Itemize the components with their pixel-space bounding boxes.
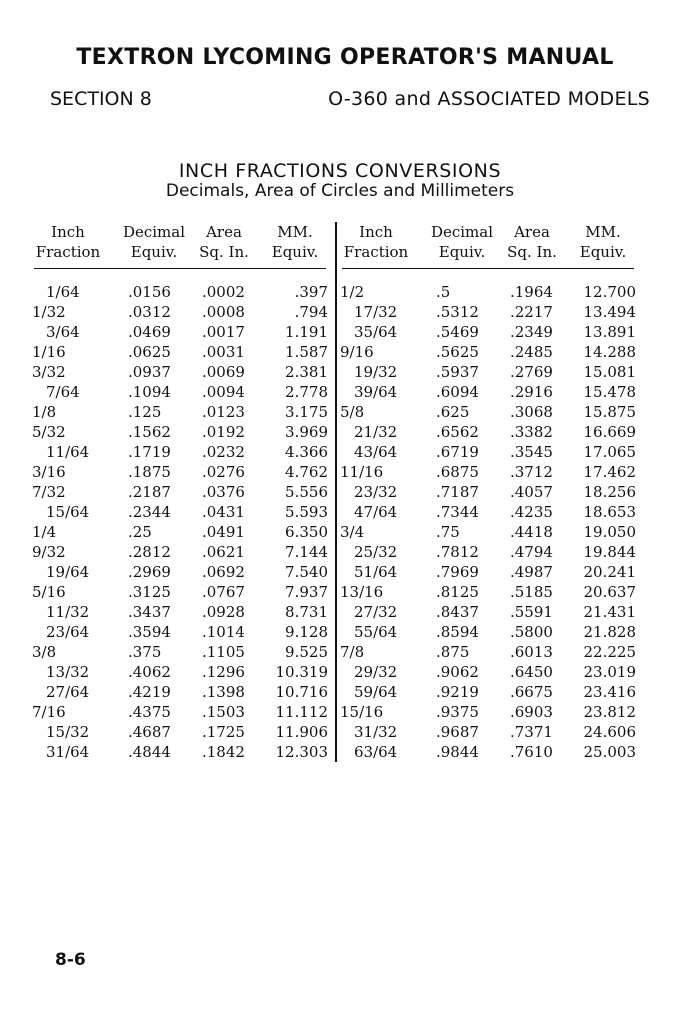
table-row [338, 402, 638, 422]
area-cell: .1014 [202, 623, 245, 641]
decimal-equiv-cell: .1719 [128, 443, 171, 461]
mm-equiv-cell: 7.144 [285, 543, 328, 561]
area-cell: .6450 [510, 663, 553, 681]
area-cell: .0692 [202, 563, 245, 581]
inch-fraction-cell: 3/16 [32, 463, 66, 481]
inch-fraction-cell: 5/16 [32, 583, 66, 601]
table-row [338, 322, 638, 342]
inch-fraction-cell: 15/64 [46, 503, 90, 521]
mm-equiv-cell: 13.891 [583, 323, 636, 341]
table-row [30, 702, 330, 722]
decimal-equiv-cell: .6719 [436, 443, 479, 461]
area-cell: .3712 [510, 463, 553, 481]
mm-equiv-cell: 19.050 [583, 523, 636, 541]
inch-fraction-cell: 3/4 [340, 523, 365, 541]
decimal-equiv-cell: .5312 [436, 303, 479, 321]
mm-equiv-cell: 22.225 [583, 643, 636, 661]
table-row [338, 582, 638, 602]
table-row [338, 622, 638, 642]
inch-fraction-cell: 29/32 [354, 663, 398, 681]
mm-equiv-cell: 23.416 [583, 683, 636, 701]
area-cell: .0017 [202, 323, 245, 341]
inch-fraction-cell: 9/16 [340, 343, 374, 361]
table-row [30, 442, 330, 462]
decimal-equiv-cell: .0937 [128, 363, 171, 381]
mm-equiv-cell: 11.112 [275, 703, 328, 721]
table-row [30, 582, 330, 602]
area-cell: .7610 [510, 743, 553, 761]
area-cell: .0031 [202, 343, 245, 361]
decimal-equiv-cell: .6875 [436, 463, 479, 481]
decimal-equiv-cell: .5 [436, 283, 451, 301]
decimal-equiv-cell: .7344 [436, 503, 479, 521]
table-title: INCH FRACTIONS CONVERSIONS [178, 160, 502, 182]
table-row [338, 482, 638, 502]
area-cell: .6675 [510, 683, 553, 701]
area-cell: .5185 [510, 583, 553, 601]
decimal-equiv-cell: .1875 [128, 463, 171, 481]
inch-fraction-cell: 11/32 [46, 603, 90, 621]
area-cell: .0232 [202, 443, 245, 461]
inch-fraction-cell: 19/64 [46, 563, 90, 581]
inch-fraction-cell: 17/32 [354, 303, 398, 321]
table-row [338, 282, 638, 302]
mm-equiv-cell: 16.669 [583, 423, 636, 441]
table-row [30, 382, 330, 402]
mm-equiv-cell: 19.844 [583, 543, 636, 561]
inch-fraction-cell: 13/16 [340, 583, 384, 601]
header-rule [34, 268, 326, 269]
header-area-sq-in: Area Sq. In. [507, 223, 557, 261]
table-row [30, 402, 330, 422]
inch-fraction-cell: 23/32 [354, 483, 398, 501]
mm-equiv-cell: 12.700 [583, 283, 636, 301]
table-row [338, 342, 638, 362]
area-cell: .0431 [202, 503, 245, 521]
area-cell: .4235 [510, 503, 553, 521]
area-cell: .4418 [510, 523, 553, 541]
area-cell: .0123 [202, 403, 245, 421]
area-cell: .1398 [202, 683, 245, 701]
area-cell: .0002 [202, 283, 245, 301]
area-cell: .0621 [202, 543, 245, 561]
decimal-equiv-cell: .7969 [436, 563, 479, 581]
table-row [338, 462, 638, 482]
header-rule [342, 268, 634, 269]
area-cell: .0928 [202, 603, 245, 621]
decimal-equiv-cell: .6094 [436, 383, 479, 401]
mm-equiv-cell: 20.637 [583, 583, 636, 601]
table-row [30, 662, 330, 682]
area-cell: .4794 [510, 543, 553, 561]
mm-equiv-cell: 21.828 [583, 623, 636, 641]
table-row [30, 722, 330, 742]
decimal-equiv-cell: .0156 [128, 283, 171, 301]
decimal-equiv-cell: .9375 [436, 703, 479, 721]
decimal-equiv-cell: .3437 [128, 603, 171, 621]
decimal-equiv-cell: .4687 [128, 723, 171, 741]
mm-equiv-cell: .794 [294, 303, 328, 321]
mm-equiv-cell: 9.128 [285, 623, 328, 641]
area-cell: .3545 [510, 443, 553, 461]
decimal-equiv-cell: .4219 [128, 683, 171, 701]
decimal-equiv-cell: .2969 [128, 563, 171, 581]
inch-fraction-cell: 1/4 [32, 523, 57, 541]
table-row [338, 422, 638, 442]
mm-equiv-cell: 4.366 [285, 443, 328, 461]
column-headers [338, 222, 638, 266]
area-cell: .5800 [510, 623, 553, 641]
header-inch-fraction: Inch Fraction [35, 223, 101, 261]
mm-equiv-cell: 11.906 [275, 723, 328, 741]
models-label: O-360 and ASSOCIATED MODELS [328, 88, 650, 110]
decimal-equiv-cell: .5625 [436, 343, 479, 361]
section-label: SECTION 8 [50, 88, 152, 110]
mm-equiv-cell: 3.175 [285, 403, 328, 421]
decimal-equiv-cell: .0625 [128, 343, 171, 361]
decimal-equiv-cell: .6562 [436, 423, 479, 441]
area-cell: .1964 [510, 283, 553, 301]
table-row [338, 642, 638, 662]
column-headers [30, 222, 330, 266]
table-row [30, 602, 330, 622]
table-row [30, 742, 330, 762]
inch-fraction-cell: 9/32 [32, 543, 66, 561]
header-mm-equiv: MM. Equiv. [579, 223, 627, 261]
area-cell: .1842 [202, 743, 245, 761]
area-cell: .0276 [202, 463, 245, 481]
mm-equiv-cell: 7.937 [285, 583, 328, 601]
area-cell: .6903 [510, 703, 553, 721]
inch-fraction-cell: 35/64 [354, 323, 398, 341]
mm-equiv-cell: 23.019 [583, 663, 636, 681]
decimal-equiv-cell: .375 [128, 643, 162, 661]
mm-equiv-cell: 7.540 [285, 563, 328, 581]
table-row [30, 282, 330, 302]
area-cell: .0491 [202, 523, 245, 541]
inch-fraction-cell: 31/64 [46, 743, 90, 761]
inch-fraction-cell: 3/32 [32, 363, 66, 381]
decimal-equiv-cell: .5937 [436, 363, 479, 381]
inch-fraction-cell: 51/64 [354, 563, 398, 581]
header-area-sq-in: Area Sq. In. [199, 223, 249, 261]
mm-equiv-cell: .397 [294, 283, 328, 301]
table-row [338, 362, 638, 382]
inch-fraction-cell: 21/32 [354, 423, 398, 441]
area-cell: .5591 [510, 603, 553, 621]
table-row [30, 322, 330, 342]
decimal-equiv-cell: .7812 [436, 543, 479, 561]
table-row [30, 622, 330, 642]
decimal-equiv-cell: .4062 [128, 663, 171, 681]
mm-equiv-cell: 25.003 [583, 743, 636, 761]
table-row [30, 362, 330, 382]
table-row [338, 442, 638, 462]
decimal-equiv-cell: .8125 [436, 583, 479, 601]
decimal-equiv-cell: .3125 [128, 583, 171, 601]
area-cell: .2769 [510, 363, 553, 381]
inch-fraction-cell: 59/64 [354, 683, 398, 701]
header-decimal-equiv: Decimal Equiv. [430, 223, 494, 261]
area-cell: .1725 [202, 723, 245, 741]
mm-equiv-cell: 3.969 [285, 423, 328, 441]
mm-equiv-cell: 23.812 [583, 703, 636, 721]
table-row [338, 602, 638, 622]
table-row [30, 342, 330, 362]
header-decimal-equiv: Decimal Equiv. [122, 223, 186, 261]
table-row [338, 562, 638, 582]
mm-equiv-cell: 2.381 [285, 363, 328, 381]
inch-fraction-cell: 47/64 [354, 503, 398, 521]
inch-fraction-cell: 3/64 [46, 323, 80, 341]
column-divider [335, 222, 337, 762]
mm-equiv-cell: 24.606 [583, 723, 636, 741]
decimal-equiv-cell: .4375 [128, 703, 171, 721]
area-cell: .0376 [202, 483, 245, 501]
mm-equiv-cell: 5.556 [285, 483, 328, 501]
area-cell: .0008 [202, 303, 245, 321]
decimal-equiv-cell: .5469 [436, 323, 479, 341]
area-cell: .1105 [202, 643, 245, 661]
decimal-equiv-cell: .9687 [436, 723, 479, 741]
inch-fraction-cell: 11/64 [46, 443, 90, 461]
table-row [30, 522, 330, 542]
decimal-equiv-cell: .625 [436, 403, 470, 421]
mm-equiv-cell: 10.716 [275, 683, 328, 701]
mm-equiv-cell: 13.494 [583, 303, 636, 321]
table-row [30, 682, 330, 702]
inch-fraction-cell: 55/64 [354, 623, 398, 641]
area-cell: .2217 [510, 303, 553, 321]
header-mm-equiv: MM. Equiv. [271, 223, 319, 261]
table-row [30, 642, 330, 662]
inch-fraction-cell: 13/32 [46, 663, 90, 681]
table-row [338, 662, 638, 682]
table-row [30, 542, 330, 562]
mm-equiv-cell: 9.525 [285, 643, 328, 661]
inch-fraction-cell: 1/8 [32, 403, 57, 421]
mm-equiv-cell: 15.478 [583, 383, 636, 401]
inch-fraction-cell: 27/64 [46, 683, 90, 701]
inch-fraction-cell: 7/64 [46, 383, 80, 401]
table-row [338, 702, 638, 722]
table-row [30, 482, 330, 502]
inch-fraction-cell: 11/16 [340, 463, 384, 481]
table-row [338, 302, 638, 322]
manual-title: TEXTRON LYCOMING OPERATOR'S MANUAL [76, 45, 614, 70]
table-row [30, 502, 330, 522]
decimal-equiv-cell: .8594 [436, 623, 479, 641]
decimal-equiv-cell: .2812 [128, 543, 171, 561]
table-row [338, 682, 638, 702]
inch-fraction-cell: 15/16 [340, 703, 384, 721]
inch-fraction-cell: 7/16 [32, 703, 66, 721]
area-cell: .2485 [510, 343, 553, 361]
decimal-equiv-cell: .7187 [436, 483, 479, 501]
table-row [338, 742, 638, 762]
decimal-equiv-cell: .8437 [436, 603, 479, 621]
mm-equiv-cell: 18.256 [583, 483, 636, 501]
inch-fraction-cell: 3/8 [32, 643, 57, 661]
header-inch-fraction: Inch Fraction [343, 223, 409, 261]
table-row [338, 522, 638, 542]
area-cell: .7371 [510, 723, 553, 741]
inch-fraction-cell: 23/64 [46, 623, 90, 641]
mm-equiv-cell: 17.462 [583, 463, 636, 481]
decimal-equiv-cell: .9219 [436, 683, 479, 701]
table-row [30, 302, 330, 322]
inch-fraction-cell: 7/32 [32, 483, 66, 501]
area-cell: .3382 [510, 423, 553, 441]
area-cell: .1503 [202, 703, 245, 721]
inch-fraction-cell: 7/8 [340, 643, 365, 661]
table-row [30, 462, 330, 482]
mm-equiv-cell: 1.587 [285, 343, 328, 361]
inch-fraction-cell: 63/64 [354, 743, 398, 761]
decimal-equiv-cell: .1094 [128, 383, 171, 401]
mm-equiv-cell: 8.731 [285, 603, 328, 621]
area-cell: .6013 [510, 643, 553, 661]
inch-fraction-cell: 15/32 [46, 723, 90, 741]
decimal-equiv-cell: .75 [436, 523, 460, 541]
area-cell: .2349 [510, 323, 553, 341]
table-row [338, 722, 638, 742]
mm-equiv-cell: 18.653 [583, 503, 636, 521]
decimal-equiv-cell: .3594 [128, 623, 171, 641]
area-cell: .4057 [510, 483, 553, 501]
table-row [338, 382, 638, 402]
inch-fraction-cell: 1/32 [32, 303, 66, 321]
mm-equiv-cell: 15.081 [583, 363, 636, 381]
decimal-equiv-cell: .875 [436, 643, 470, 661]
area-cell: .1296 [202, 663, 245, 681]
mm-equiv-cell: 6.350 [285, 523, 328, 541]
mm-equiv-cell: 10.319 [275, 663, 328, 681]
page-number: 8-6 [55, 950, 86, 970]
mm-equiv-cell: 1.191 [285, 323, 328, 341]
mm-equiv-cell: 20.241 [583, 563, 636, 581]
inch-fraction-cell: 5/32 [32, 423, 66, 441]
decimal-equiv-cell: .0312 [128, 303, 171, 321]
mm-equiv-cell: 15.875 [583, 403, 636, 421]
decimal-equiv-cell: .4844 [128, 743, 171, 761]
mm-equiv-cell: 4.762 [285, 463, 328, 481]
table-row [338, 502, 638, 522]
table-subtitle: Decimals, Area of Circles and Millimeters [165, 181, 515, 201]
mm-equiv-cell: 12.303 [275, 743, 328, 761]
inch-fraction-cell: 1/2 [340, 283, 365, 301]
area-cell: .2916 [510, 383, 553, 401]
inch-fraction-cell: 27/32 [354, 603, 398, 621]
decimal-equiv-cell: .9844 [436, 743, 479, 761]
inch-fraction-cell: 31/32 [354, 723, 398, 741]
conversion-table [30, 222, 640, 762]
decimal-equiv-cell: .25 [128, 523, 152, 541]
mm-equiv-cell: 2.778 [285, 383, 328, 401]
area-cell: .3068 [510, 403, 553, 421]
area-cell: .0094 [202, 383, 245, 401]
inch-fraction-cell: 43/64 [354, 443, 398, 461]
table-row [30, 422, 330, 442]
inch-fraction-cell: 1/64 [46, 283, 80, 301]
decimal-equiv-cell: .2344 [128, 503, 171, 521]
mm-equiv-cell: 5.593 [285, 503, 328, 521]
decimal-equiv-cell: .9062 [436, 663, 479, 681]
inch-fraction-cell: 5/8 [340, 403, 365, 421]
inch-fraction-cell: 25/32 [354, 543, 398, 561]
area-cell: .0069 [202, 363, 245, 381]
area-cell: .0192 [202, 423, 245, 441]
decimal-equiv-cell: .1562 [128, 423, 171, 441]
decimal-equiv-cell: .0469 [128, 323, 171, 341]
inch-fraction-cell: 19/32 [354, 363, 398, 381]
inch-fraction-cell: 39/64 [354, 383, 398, 401]
table-row [30, 562, 330, 582]
mm-equiv-cell: 21.431 [583, 603, 636, 621]
area-cell: .4987 [510, 563, 553, 581]
table-row [338, 542, 638, 562]
decimal-equiv-cell: .2187 [128, 483, 171, 501]
inch-fraction-cell: 1/16 [32, 343, 66, 361]
decimal-equiv-cell: .125 [128, 403, 162, 421]
mm-equiv-cell: 17.065 [583, 443, 636, 461]
mm-equiv-cell: 14.288 [583, 343, 636, 361]
area-cell: .0767 [202, 583, 245, 601]
